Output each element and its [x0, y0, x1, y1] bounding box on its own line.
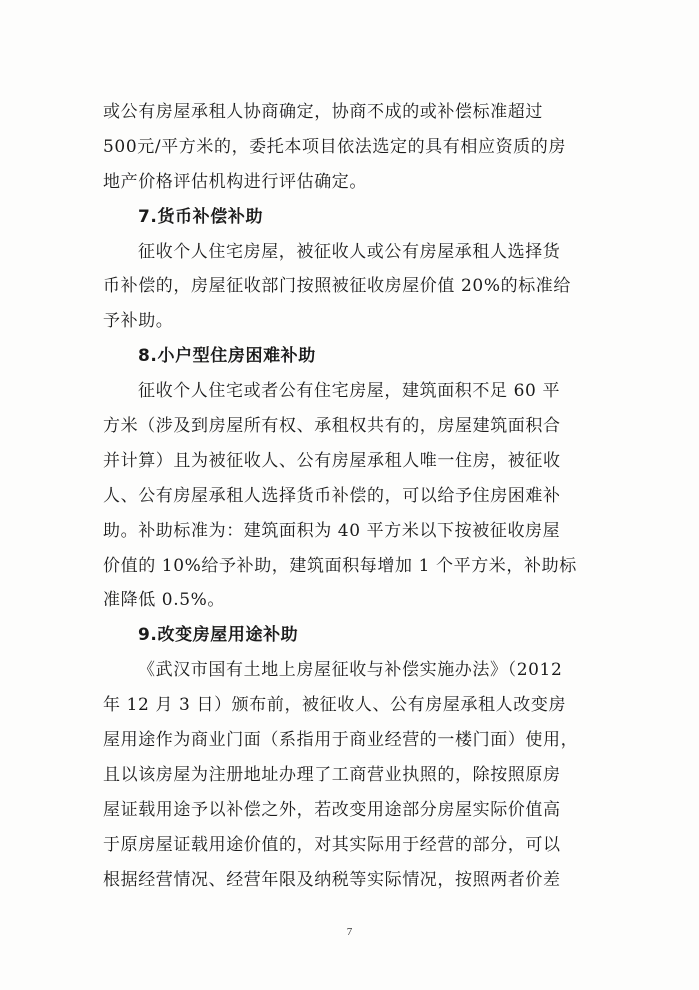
- section-heading-8: 8.小户型住房困难补助: [138, 346, 316, 367]
- body-line: 征收个人住宅或者公有住宅房屋，建筑面积不足 60 平: [138, 381, 561, 402]
- body-line: 征收个人住宅房屋，被征收人或公有房屋承租人选择货: [138, 241, 561, 262]
- document-body: [103, 95, 603, 897]
- body-line: 年 12 月 3 日）颁布前，被征收人、公有房屋承租人改变房: [103, 695, 567, 716]
- body-line: 或公有房屋承租人协商确定，协商不成的或补偿标准超过: [103, 102, 543, 122]
- body-line: 人、公有房屋承租人选择货币补偿的，可以给予住房困难补: [103, 485, 561, 506]
- body-line: 币补偿的，房屋征收部门按照被征收房屋价值 20%的标准给: [103, 276, 571, 297]
- page-number: 7: [346, 926, 353, 938]
- section-heading-9: 9.改变房屋用途补助: [138, 625, 299, 646]
- section-heading-7: 7.货币补偿补助: [138, 206, 264, 227]
- body-line: 并计算）且为被征收人、公有房屋承租人唯一住房，被征收: [103, 450, 561, 471]
- body-line: 方米（涉及到房屋所有权、承租权共有的，房屋建筑面积合: [103, 416, 561, 437]
- body-line: 且以该房屋为注册地址办理了工商营业执照的，除按照原房: [103, 764, 561, 785]
- body-line: 地产价格评估机构进行评估确定。: [103, 171, 367, 192]
- body-line: 助。补助标准为：建筑面积为 40 平方米以下按被征收房屋: [103, 520, 561, 541]
- body-line: 价值的 10%给予补助，建筑面积每增加 1 个平方米，补助标: [103, 555, 577, 576]
- body-line: 500元/平方米的，委托本项目依法选定的具有相应资质的房: [103, 136, 566, 157]
- body-line: 根据经营情况、经营年限及纳税等实际情况，按照两者价差: [103, 869, 561, 890]
- body-line: 于原房屋证载用途价值的，对其实际用于经营的部分，可以: [103, 834, 561, 855]
- body-line: 屋用途作为商业门面（系指用于商业经营的一楼门面）使用，: [103, 730, 579, 751]
- body-line: 《武汉市国有土地上房屋征收与补偿实施办法》（2012: [138, 660, 563, 681]
- body-line: 予补助。: [103, 311, 174, 332]
- body-line: 准降低 0.5%。: [103, 590, 225, 611]
- body-line: 屋证载用途予以补偿之外，若改变用途部分房屋实际价值高: [103, 799, 561, 820]
